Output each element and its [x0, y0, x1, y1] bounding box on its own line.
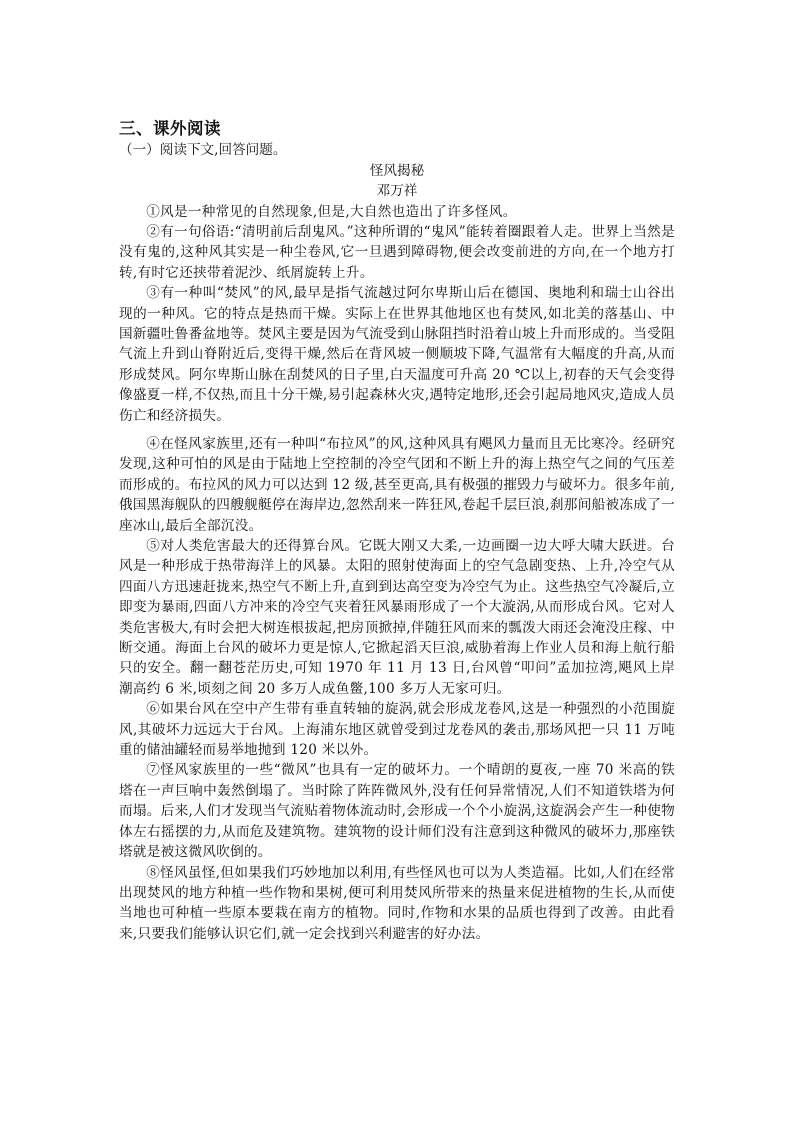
paragraph-5: ⑤对人类危害最大的还得算台风。它既大刚又大柔,一边画圈一边大呼大啸大跃进。台风是一种形成于热带海洋上的风暴。太阳的照射使海面上的空气急剧变热、上升,冷空气从四面八方迅速赶拢来,热空气不断上升,直到到达高空变为冷空气为止。这些热空气冷凝后,立即变为暴雨,四面八方冲来的冷空气夹着狂风暴雨形成了一个大漩涡,从而形成台风。它对人类危害极大,有时会把大树连根拔起,把房顶掀掉,伴随狂风而来的瓢泼大雨还会淹没庄稼、中断交通。海面上台风的破坏力更是惊人,它掀起滔天巨浪,威胁着海上作业人员和海上航行船只的安全。翻一翻苍茫历史,可知 1970 年 11 月 13 日,台风曾“叩问”孟加拉湾,飓风上岸潮高约 6 米,顷刻之间 20 多万人成鱼鳖,100 多万人无家可归。	[119, 538, 675, 697]
section-title: 三、课外阅读	[119, 119, 221, 138]
paragraph-3: ③有一种叫“焚风”的风,最早是指气流越过阿尔卑斯山后在德国、奥地利和瑞士山谷出现的一种风。它的特点是热而干燥。实际上在世界其他地区也有焚风,如北美的落基山、中国新疆吐鲁番盆地等。焚风主要是因为气流受到山脉阻挡时沿着山坡上升而形成的。当受阻气流上升到山脊附近后,变得干燥,然后在背风坡一侧顺坡下降,气温常有大幅度的升高,从而形成焚风。阿尔卑斯山脉在刮焚风的日子里,白天温度可升高 20 ℃以上,初春的天气会变得像盛夏一样,不仅热,而且十分干燥,易引起森林火灾,遇特定地形,还会引起局地风灾,造成人员伤亡和经济损失。	[119, 285, 675, 424]
document-content	[119, 118, 675, 944]
paragraph-8: ⑧怪风虽怪,但如果我们巧妙地加以利用,有些怪风也可以为人类造福。比如,人们在经常出现焚风的地方种植一些作物和果树,便可利用焚风所带来的热量来促进植物的生长,从而使当地也可种植一些原本要栽在南方的植物。同时,作物和水果的品质也得到了改善。由此看来,只要我们能够认识它们,就一定会找到兴利避害的好办法。	[119, 864, 675, 942]
paragraph-2: ②有一句俗语:“清明前后刮鬼风。”这种所谓的“鬼风”能转着圈跟着人走。世界上当然是没有鬼的,这种风其实是一种尘卷风,它一旦遇到障碍物,便会改变前进的方向,在一个地方打转,有时它还挟带着泥沙、纸屑旋转上升。	[119, 223, 675, 281]
article-author: 邓万祥	[376, 183, 418, 199]
article-title: 怪风揭秘	[369, 162, 425, 179]
paragraph-1: ①风是一种常见的自然现象,但是,大自然也造出了许多怪风。	[146, 203, 517, 220]
paragraph-7: ⑦怪风家族里的一些“微风”也具有一定的破坏力。一个晴朗的夏夜,一座 70 米高的铁塔在一声巨响中轰然倒塌了。当时除了阵阵微风外,没有任何异常情况,人们不知道铁塔为何而塌。后来,人们才发现当气流贴着物体流动时,会形成一个个小旋涡,这旋涡会产生一种使物体左右摇摆的力,从而危及建筑物。建筑物的设计师们没有注意到这种微风的破坏力,那座铁塔就是被这微风吹倒的。	[119, 762, 675, 861]
paragraph-4: ④在怪风家族里,还有一种叫“布拉风”的风,这种风具有飓风力量而且无比寒冷。经研究发现,这种可怕的风是由于陆地上空控制的冷空气团和不断上升的海上热空气之间的气压差而形成的。布拉风的风力可以达到 12 级,甚至更高,具有极强的摧毁力与破坏力。很多年前,俄国黑海舰队的四艘舰艇停在海岸边,忽然刮来一阵狂风,卷起千层巨浪,刹那间船被冻成了一座冰山,最后全部沉没。	[119, 435, 675, 534]
reading-instruction: （一）阅读下文,回答问题。	[119, 142, 287, 158]
paragraph-6: ⑥如果台风在空中产生带有垂直转轴的旋涡,就会形成龙卷风,这是一种强烈的小范围旋风,其破坏力远远大于台风。上海浦东地区就曾受到过龙卷风的袭击,那场风把一只 11 万吨重的储油罐轻而易举地抛到 120 米以外。	[119, 701, 675, 759]
